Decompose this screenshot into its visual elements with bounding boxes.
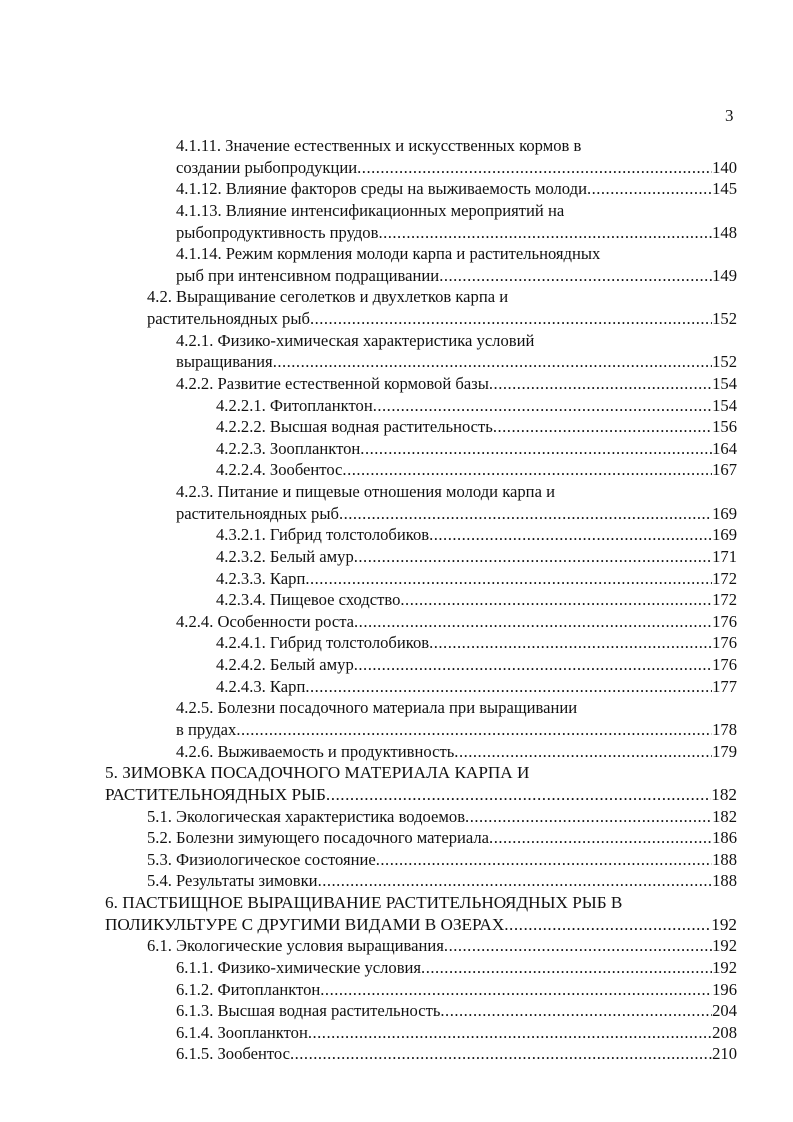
- toc-entry-title: 4.2.2.2. Высшая водная растительность: [216, 417, 493, 437]
- toc-entry: [216, 524, 737, 546]
- toc-entry-title: 6.1.2. Фитопланктон: [176, 979, 321, 999]
- toc-page-number: 188: [712, 849, 737, 869]
- dot-leader: [493, 416, 712, 438]
- toc-page-number: 177: [712, 676, 737, 696]
- toc-entry-title: растительноядных рыб: [147, 309, 310, 329]
- toc-entry: [216, 416, 737, 438]
- toc-entry-line: [176, 243, 600, 265]
- dot-leader: [326, 784, 711, 806]
- toc-entry: [176, 265, 737, 287]
- toc-page-number: 169: [712, 503, 737, 523]
- dot-leader: [587, 178, 712, 200]
- toc-entry: [176, 373, 737, 395]
- toc-page-number: 204: [712, 1001, 737, 1021]
- dot-leader: [318, 870, 713, 892]
- toc-entry-title: 4.1.13. Влияние интенсификационных мероприятий на: [176, 200, 565, 220]
- toc-entry-title: 4.1.11. Значение естественных и искусственных кормов в: [176, 136, 582, 155]
- toc-entry: [216, 632, 737, 654]
- toc-entry-title: 5.3. Физиологическое состояние: [147, 849, 376, 869]
- toc-entry-title: рыб при интенсивном подращивании: [176, 265, 440, 285]
- toc-entry-line: [176, 135, 581, 157]
- dot-leader: [489, 373, 712, 395]
- toc-page-number: 182: [712, 806, 737, 826]
- toc-entry: [176, 719, 737, 741]
- toc-page-number: 182: [711, 784, 737, 804]
- toc-page-number: 186: [712, 828, 737, 848]
- toc-entry: [176, 503, 737, 525]
- toc-page-number: 154: [712, 373, 737, 393]
- toc-entry-title: 4.2. Выращивание сеголетков и двухлетков карпа и: [147, 287, 509, 307]
- dot-leader: [400, 589, 712, 611]
- dot-leader: [504, 914, 711, 936]
- toc-entry: [216, 589, 737, 611]
- toc-page-number: 179: [712, 741, 737, 761]
- dot-leader: [357, 157, 712, 179]
- toc-entry: [176, 222, 737, 244]
- toc-entry-title: 4.2.3. Питание и пищевые отношения молоди карпа и: [176, 482, 555, 502]
- toc-page-number: 164: [712, 438, 737, 458]
- toc-entry-title: растительноядных рыб: [176, 503, 339, 523]
- toc-entry-line: [176, 330, 534, 352]
- toc-entry-title: в прудах: [176, 720, 237, 739]
- toc-entry-title: выращивания: [176, 352, 273, 372]
- toc-page-number: 152: [712, 309, 737, 329]
- toc-page-number: 192: [712, 936, 737, 956]
- toc-page-number: 192: [711, 914, 737, 934]
- toc-entry-line: [176, 200, 564, 222]
- toc-entry-title: ПОЛИКУЛЬТУРЕ С ДРУГИМИ ВИДАМИ В ОЗЕРАХ: [105, 914, 505, 934]
- dot-leader: [308, 1022, 712, 1044]
- dot-leader: [342, 459, 712, 481]
- toc-entry-title: РАСТИТЕЛЬНОЯДНЫХ РЫБ: [105, 784, 326, 804]
- toc-entry: [147, 849, 737, 871]
- toc-entry: [147, 806, 737, 828]
- dot-leader: [360, 438, 712, 460]
- dot-leader: [378, 222, 712, 244]
- toc-entry-line: [105, 762, 529, 784]
- toc-entry: [147, 935, 737, 957]
- toc-entry: [176, 611, 737, 633]
- toc-entry-title: 4.2.2. Развитие естественной кормовой базы: [176, 373, 489, 393]
- toc-entry-title: 4.2.2.4. Зообентос: [216, 460, 343, 480]
- toc-entry-title: 6.1.4. Зоопланктон: [176, 1022, 308, 1042]
- toc-page-number: 196: [712, 979, 737, 999]
- toc-entry-title: 6.1.3. Высшая водная растительность: [176, 1001, 441, 1021]
- toc-page-number: 152: [712, 352, 737, 372]
- toc-page-number: 154: [712, 395, 737, 415]
- toc-page-number: 208: [712, 1022, 737, 1042]
- toc-entry: [176, 351, 737, 373]
- toc-page-number: 172: [712, 568, 737, 588]
- toc-entry-title: рыбопродуктивность прудов: [176, 222, 379, 242]
- toc-entry-title: 6. ПАСТБИЩНОЕ ВЫРАЩИВАНИЕ РАСТИТЕЛЬНОЯДНЫХ РЫБ В: [105, 893, 623, 913]
- toc-entry: [216, 395, 737, 417]
- toc-page-number: 178: [712, 720, 737, 739]
- dot-leader: [373, 395, 712, 417]
- toc-entry-title: 4.2.3.2. Белый амур: [216, 546, 354, 566]
- toc-page-number: 210: [712, 1044, 737, 1064]
- toc-entry: [216, 676, 737, 698]
- toc-entry-title: 4.2.4.1. Гибрид толстолобиков: [216, 633, 430, 653]
- toc-entry: [176, 178, 737, 200]
- toc-entry: [176, 741, 737, 763]
- toc-page-number: 176: [712, 633, 737, 653]
- toc-entry-title: 4.1.14. Режим кормления молоди карпа и растительноядных: [176, 244, 601, 264]
- toc-entry-title: 4.2.4.3. Карп: [216, 676, 306, 696]
- toc-entry-title: 4.2.6. Выживаемость и продуктивность: [176, 741, 455, 761]
- dot-leader: [440, 1000, 712, 1022]
- dot-leader: [454, 741, 712, 763]
- toc-entry: [176, 957, 737, 979]
- toc-entry: [216, 459, 737, 481]
- toc-page-number: 172: [712, 590, 737, 610]
- toc-entry: [216, 654, 737, 676]
- dot-leader: [444, 935, 712, 957]
- toc-entry: [105, 914, 737, 936]
- toc-entry: [176, 1000, 737, 1022]
- toc-entry-title: 6.1.5. Зообентос: [176, 1044, 290, 1064]
- dot-leader: [290, 1043, 712, 1065]
- dot-leader: [429, 632, 712, 654]
- toc-entry-title: 5. ЗИМОВКА ПОСАДОЧНОГО МАТЕРИАЛА КАРПА И: [105, 763, 530, 783]
- toc-entry-title: 4.2.1. Физико-химическая характеристика условий: [176, 330, 535, 350]
- toc-entry-title: 5.1. Экологическая характеристика водоемов: [147, 806, 466, 826]
- toc-page-number: 169: [712, 525, 737, 545]
- toc-entry-title: 6.1.1. Физико-химические условия: [176, 957, 422, 977]
- toc-entry: [216, 438, 737, 460]
- dot-leader: [421, 957, 712, 979]
- toc-page-number: 156: [712, 417, 737, 437]
- toc-page-number: 149: [712, 265, 737, 285]
- toc-entry-title: 4.2.2.1. Фитопланктон: [216, 395, 373, 415]
- dot-leader: [310, 308, 712, 330]
- toc-entry-line: [147, 286, 508, 308]
- toc-entry-title: 4.2.3.4. Пищевое сходство: [216, 590, 401, 610]
- toc-entry: [147, 870, 737, 892]
- toc-entry-title: 4.2.2.3. Зоопланктон: [216, 438, 361, 458]
- dot-leader: [305, 676, 712, 698]
- toc-entry: [105, 784, 737, 806]
- toc-entry-title: 5.4. Результаты зимовки: [147, 871, 318, 891]
- dot-leader: [354, 611, 712, 633]
- toc-entry: [176, 157, 737, 179]
- toc-entry-title: 6.1. Экологические условия выращивания: [147, 936, 444, 956]
- toc-entry-title: 4.2.4. Особенности роста: [176, 611, 355, 631]
- toc-entry-title: 5.2. Болезни зимующего посадочного материала: [147, 828, 490, 848]
- dot-leader: [273, 351, 712, 373]
- toc-page-number: 140: [712, 157, 737, 177]
- toc-entry-line: [105, 892, 622, 914]
- toc-entry: [176, 979, 737, 1001]
- toc-entry-title: 4.2.3.3. Карп: [216, 568, 306, 588]
- dot-leader: [354, 546, 712, 568]
- toc-entry-title: 4.2.4.2. Белый амур: [216, 655, 354, 675]
- toc-page-number: 192: [712, 957, 737, 977]
- toc-page-number: 176: [712, 655, 737, 675]
- toc-entry-line: [176, 481, 555, 503]
- toc-page-number: 171: [712, 546, 737, 566]
- toc-entry-title: 4.3.2.1. Гибрид толстолобиков: [216, 525, 430, 545]
- toc-entry: [176, 1022, 737, 1044]
- toc-page-number: 145: [712, 179, 737, 199]
- dot-leader: [320, 979, 712, 1001]
- toc-entry: [216, 568, 737, 590]
- dot-leader: [305, 568, 712, 590]
- toc-entry: [147, 308, 737, 330]
- toc-entry-title: 4.2.5. Болезни посадочного материала при выращивании: [176, 698, 578, 718]
- page-number: 3: [725, 106, 734, 125]
- toc-entry: [216, 546, 737, 568]
- toc-entry-line: [176, 697, 577, 719]
- toc-entry: [176, 1043, 737, 1065]
- dot-leader: [354, 654, 712, 676]
- toc-page-number: 167: [712, 460, 737, 480]
- toc-entry-title: создании рыбопродукции: [176, 157, 358, 177]
- toc-page-number: 188: [712, 871, 737, 891]
- dot-leader: [429, 524, 712, 546]
- toc-page-number: 176: [712, 611, 737, 631]
- dot-leader: [439, 265, 712, 287]
- dot-leader: [236, 719, 712, 741]
- dot-leader: [376, 849, 712, 871]
- dot-leader: [339, 503, 712, 525]
- toc-page-number: 148: [712, 222, 737, 242]
- dot-leader: [489, 827, 712, 849]
- toc-entry-title: 4.1.12. Влияние факторов среды на выживаемость молоди: [176, 179, 587, 199]
- toc-entry: [147, 827, 737, 849]
- dot-leader: [465, 806, 712, 828]
